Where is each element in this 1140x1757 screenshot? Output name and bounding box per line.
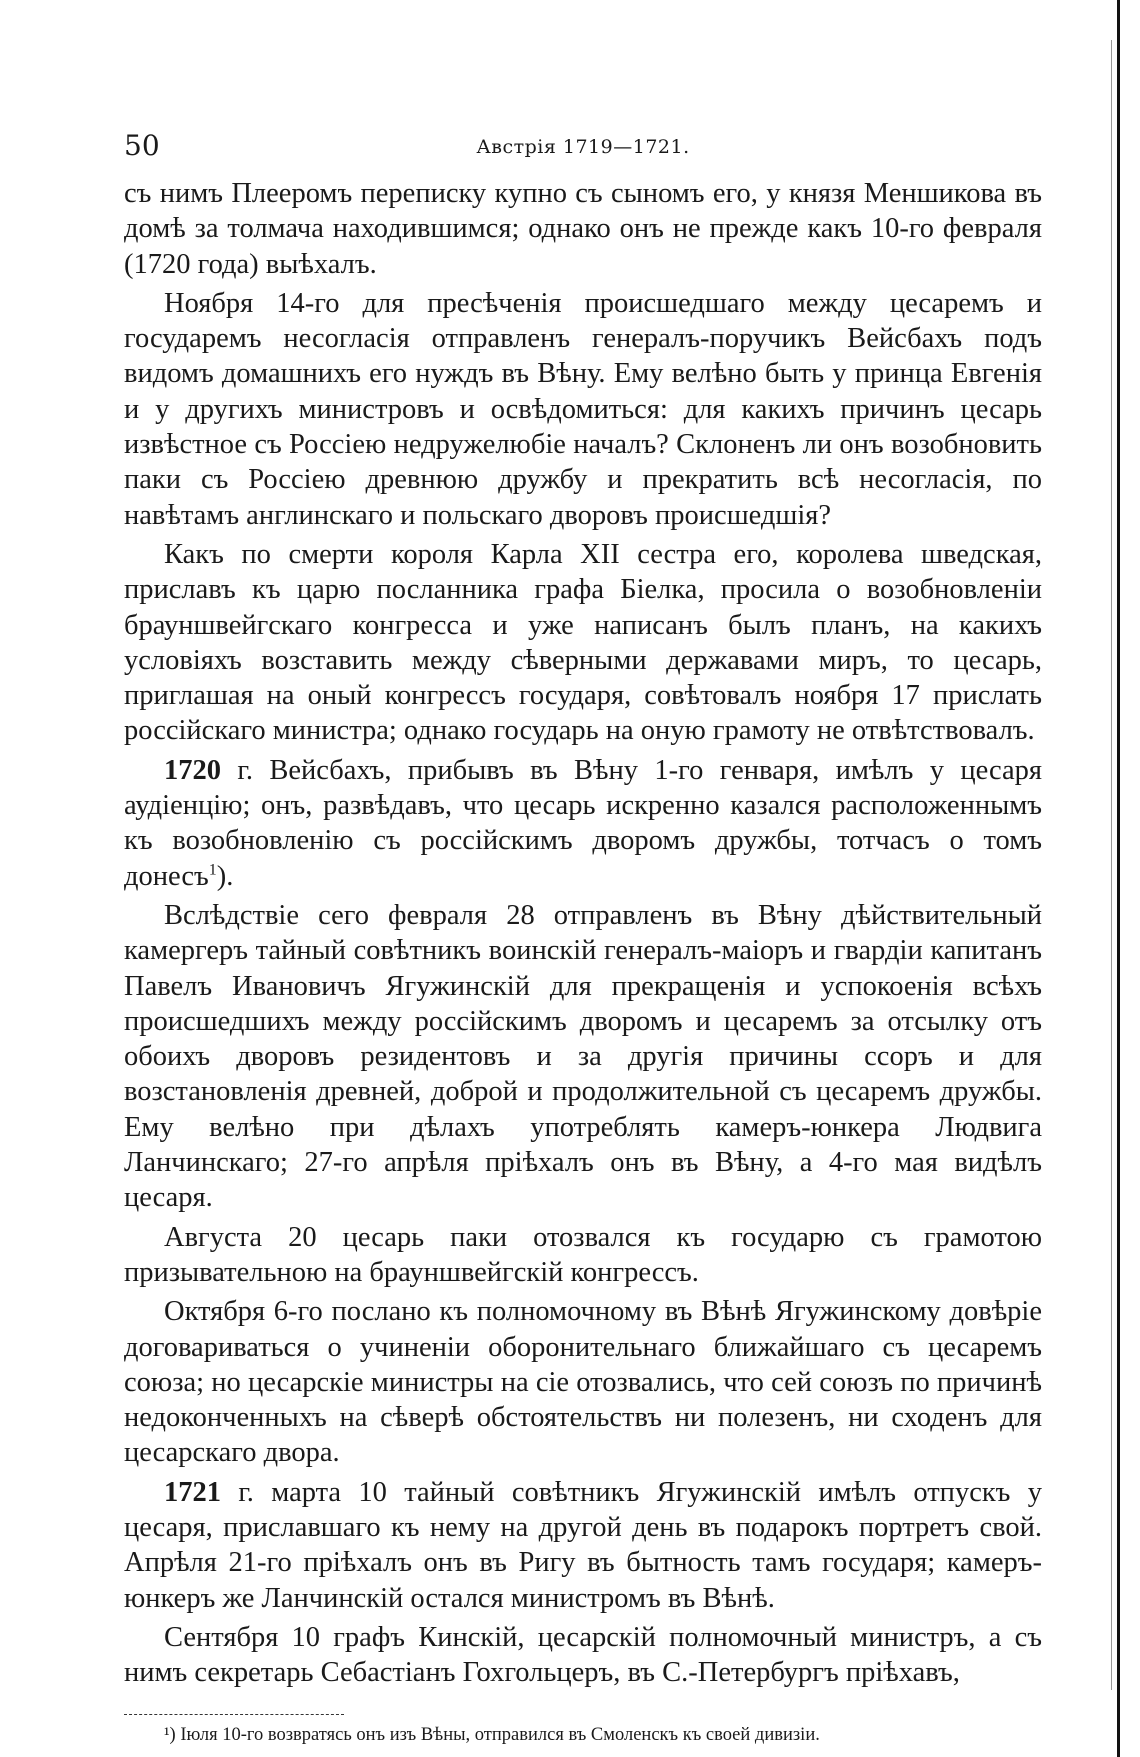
paragraph-8-text: г. марта 10 тайный совѣтникъ Ягужинскій имѣлъ отпускъ у цесаря, приславшаго къ нему на другой день въ подарокъ портретъ свой. Апрѣля 21-го пріѣхалъ онъ въ Ригу въ бытность тамъ государя; камеръ-юнкеръ же Ланчинскій остался министромъ въ Вѣнѣ. [124, 1476, 1042, 1614]
body-text [124, 176, 1042, 1690]
year-1721: 1721 [164, 1476, 221, 1508]
paragraph-4-text: г. Вейсбахъ, прибывъ въ Вѣну 1-го генваря, имѣлъ у цесаря аудіенцію; онъ, развѣдавъ, что цесарь искренно казался расположеннымъ къ возобновленію съ россійскимъ дворомъ дружбы, тотчасъ о томъ донесъ [124, 754, 1042, 892]
year-1720: 1720 [164, 754, 221, 786]
paragraph-4-end: ). [216, 860, 234, 892]
paragraph-2: Ноября 14-го для пресѣченія происшедшаго между цесаремъ и государемъ несогласія отправленъ генералъ-поручикъ Вейсбахъ подъ видомъ домашнихъ его нуждъ въ Вѣну. Ему велѣно быть у принца Евгенія и у другихъ министровъ и освѣдомиться: для какихъ причинъ цесарь извѣстное съ Россіею недружелюбіе началъ? Склоненъ ли онъ возобновить паки съ Россіею древнюю дружбу и прекратить всѣ несогласія, по навѣтамъ англинскаго и польскаго дворовъ происшедшія? [124, 287, 1042, 531]
paragraph-3: Какъ по смерти короля Карла XII сестра его, королева шведская, приславъ къ царю посланника графа Біелка, просила о возобновленіи брауншвейгскаго конгресса и уже написанъ былъ планъ, на какихъ условіяхъ возставить между сѣверными державами миръ, то цесарь, приглашая на оный конгрессъ государя, совѣтовалъ ноября 17 прислать россійскаго министра; однако государь на оную грамоту не отвѣтствовалъ. [124, 538, 1042, 747]
footnote-mark: ¹) [164, 1725, 176, 1745]
paragraph-9: Сентября 10 графъ Кинскій, цесарскій полномочный министръ, а съ нимъ секретарь Себастіанъ Гохгольцеръ, въ С.-Петербургъ пріѣхавъ, [124, 1621, 1042, 1689]
paragraph-5: Вслѣдствіе сего февраля 28 отправленъ въ Вѣну дѣйствительный камергеръ тайный совѣтникъ воинскій генералъ-маіоръ и гвардіи капитанъ Павелъ Ивановичъ Ягужинскій для прекращенія и успокоенія всѣхъ происшедшихъ между россійскимъ дворомъ и цесаремъ за отсылку отъ обоихъ дворовъ резидентовъ и за другія причины ссоръ и для возстановленія древней, доброй и продолжительной съ цесаремъ дружбы. Ему велѣно при дѣлахъ употреблять камеръ-юнкера Людвига Ланчинскаго; 27-го апрѣля пріѣхалъ онъ въ Вѣну, а 4-го мая видѣлъ цесаря. [124, 899, 1042, 1214]
page-header [124, 129, 1042, 163]
footnote-divider [124, 1714, 344, 1715]
page-number: 50 [124, 129, 160, 162]
footnote-reference: 1 [208, 861, 217, 879]
paragraph-1: съ нимъ Плееромъ переписку купно съ сыномъ его, у князя Меншикова въ домѣ за толмача находившимся; однако онъ не прежде какъ 10-го февраля (1720 года) выѣхалъ. [124, 178, 1042, 280]
running-title: Австрія 1719—1721. [476, 136, 690, 158]
paragraph-4 [124, 753, 1042, 894]
footnote [164, 1725, 1044, 1746]
paragraph-7: Октября 6-го послано къ полномочному въ Вѣнѣ Ягужинскому довѣріе договариваться о учиненіи оборонительнаго ближайшаго съ цесаремъ союза; но цесарскіе министры на сіе отозвались, что сей союзъ по причинѣ недоконченныхъ на сѣверѣ обстоятельствъ ни полезенъ, ни сходенъ для цесарскаго двора. [124, 1296, 1042, 1469]
paragraph-6: Августа 20 цесарь паки отозвался къ государю съ грамотою призывательною на брауншвейгскій конгрессъ. [124, 1221, 1042, 1288]
page-edge-shadow [1111, 40, 1112, 1690]
paragraph-8 [124, 1475, 1042, 1616]
footnote-text: Іюля 10-го возвратясь онъ изъ Вѣны, отправился въ Смоленскъ къ своей дивизіи. [180, 1725, 820, 1745]
page-edge-line [1117, 0, 1120, 1757]
